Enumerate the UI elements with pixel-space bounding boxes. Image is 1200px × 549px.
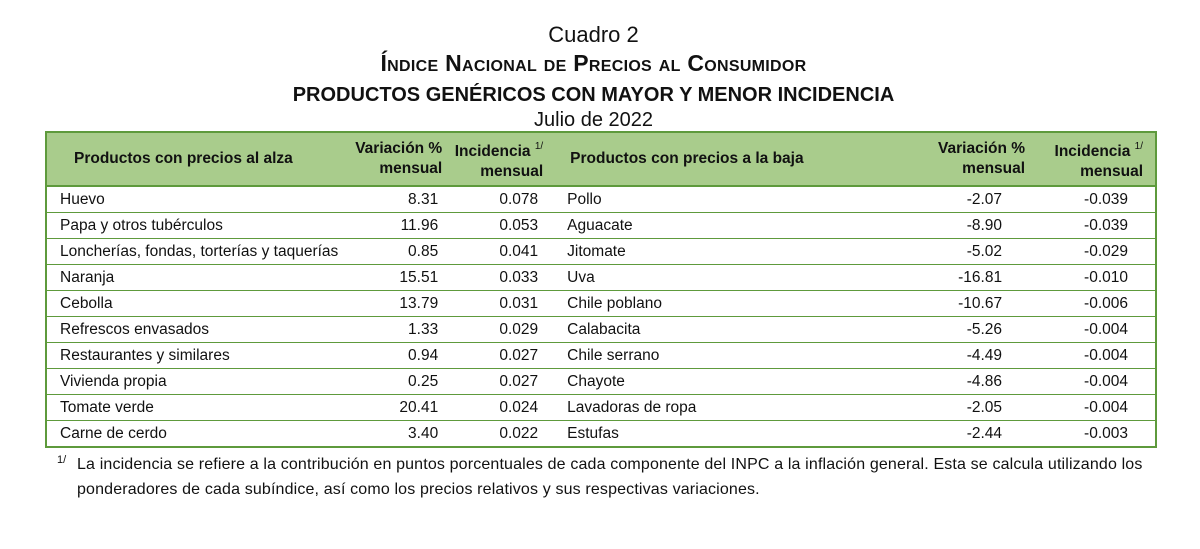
cell-up-product: Carne de cerdo — [60, 425, 167, 442]
cell-down-product: Chile serrano — [557, 343, 906, 369]
cell-up-incidence: 0.033 — [450, 265, 557, 291]
col-header-down-products: Productos con precios a la baja — [557, 132, 906, 186]
table-row — [46, 239, 1156, 265]
cell-down-product: Estufas — [567, 425, 619, 442]
table-row — [46, 213, 1156, 239]
cell-up-product: Restaurantes y similares — [46, 343, 350, 369]
report-date: Julio de 2022 — [534, 109, 653, 131]
cell-up-variation: 8.31 — [350, 186, 450, 213]
col-header-up-incidence-line2: mensual — [480, 162, 544, 180]
cell-up-variation: 13.79 — [350, 291, 450, 317]
cell-up-incidence: 0.078 — [450, 186, 557, 213]
cell-up-incidence: 0.031 — [450, 291, 557, 317]
cell-up-incidence: 0.053 — [450, 213, 557, 239]
cell-up-incidence: 0.022 — [499, 425, 539, 442]
cell-down-variation: -4.49 — [906, 343, 1037, 369]
table-row — [46, 317, 1156, 343]
col-header-up-variation — [350, 132, 450, 186]
cell-up-product: Huevo — [46, 186, 350, 213]
cell-up-incidence: 0.041 — [450, 239, 557, 265]
col-header-down-incidence — [1037, 132, 1156, 186]
cell-down-incidence: -0.004 — [1037, 395, 1156, 421]
col-header-up-variation-line2: mensual — [379, 160, 443, 177]
col-header-down-incidence-line2: mensual — [1080, 162, 1143, 180]
table-header-row — [46, 132, 1156, 186]
table-row — [46, 291, 1156, 317]
col-header-up-incidence — [450, 132, 557, 186]
cell-down-product: Chile poblano — [557, 291, 906, 317]
cell-up-incidence: 0.027 — [450, 369, 557, 395]
cell-down-variation: -8.90 — [906, 213, 1037, 239]
cell-up-product: Refrescos envasados — [46, 317, 350, 343]
footnote-text: La incidencia se refiere a la contribución en puntos porcentuales de cada componente del INPC a la inflación general. Esta se calcula utilizando los ponderadores de cada subíndice, así como los precios relativos y sus respectivas variaciones. — [77, 456, 1143, 498]
cell-up-incidence: 0.024 — [450, 395, 557, 421]
cell-down-incidence: -0.010 — [1037, 265, 1156, 291]
cell-up-variation: 0.25 — [350, 369, 450, 395]
cell-down-variation: -10.67 — [906, 291, 1037, 317]
footnote-mark: 1/ — [1134, 140, 1143, 152]
cell-up-product: Tomate verde — [46, 395, 350, 421]
cell-down-variation: -5.02 — [906, 239, 1037, 265]
cell-up-variation: 11.96 — [350, 213, 450, 239]
table-row — [46, 395, 1156, 421]
footnote-mark: 1/ — [534, 140, 544, 152]
cell-down-incidence: -0.004 — [1037, 369, 1156, 395]
cell-down-incidence: -0.004 — [1037, 343, 1156, 369]
cell-up-product: Cebolla — [46, 291, 350, 317]
cell-down-product: Aguacate — [557, 213, 906, 239]
cell-up-variation: 0.85 — [350, 239, 450, 265]
col-header-up-variation-line1: Variación % — [355, 140, 443, 157]
cell-up-incidence: 0.029 — [450, 317, 557, 343]
cell-down-incidence: -0.029 — [1037, 239, 1156, 265]
cell-down-variation: -2.07 — [906, 186, 1037, 213]
table-row — [46, 369, 1156, 395]
cell-up-product: Vivienda propia — [46, 369, 350, 395]
cell-up-product: Papa y otros tubérculos — [46, 213, 350, 239]
col-header-down-variation — [906, 132, 1037, 186]
cell-down-product: Uva — [557, 265, 906, 291]
cell-down-variation: -2.05 — [906, 395, 1037, 421]
footnote — [57, 452, 1147, 502]
cell-up-variation: 1.33 — [350, 317, 450, 343]
incidence-table — [45, 131, 1157, 448]
col-header-down-variation-line1: Variación % — [938, 140, 1026, 157]
cell-down-product: Calabacita — [557, 317, 906, 343]
page-title: Índice Nacional de Precios al Consumidor — [380, 50, 807, 76]
cell-down-incidence: -0.039 — [1037, 213, 1156, 239]
cell-up-product: Naranja — [46, 265, 350, 291]
cell-down-incidence: -0.039 — [1037, 186, 1156, 213]
cell-up-variation: 0.94 — [350, 343, 450, 369]
table-row — [46, 421, 1156, 448]
table-number: Cuadro 2 — [548, 22, 639, 47]
col-header-up-products: Productos con precios al alza — [46, 132, 350, 186]
cell-up-variation: 3.40 — [408, 425, 439, 442]
cell-down-product: Chayote — [557, 369, 906, 395]
cell-down-variation: -5.26 — [906, 317, 1037, 343]
cell-down-variation: -4.86 — [906, 369, 1037, 395]
cell-down-product: Lavadoras de ropa — [557, 395, 906, 421]
footnote-mark: 1/ — [57, 454, 67, 466]
table-row — [46, 186, 1156, 213]
cell-down-variation: -16.81 — [906, 265, 1037, 291]
cell-down-incidence: -0.004 — [1037, 317, 1156, 343]
table-row — [46, 343, 1156, 369]
cell-down-incidence: -0.006 — [1037, 291, 1156, 317]
cell-up-product: Loncherías, fondas, torterías y taquerías — [46, 239, 350, 265]
cell-down-product: Pollo — [557, 186, 906, 213]
cell-up-incidence: 0.027 — [450, 343, 557, 369]
cell-up-variation: 20.41 — [350, 395, 450, 421]
page-subtitle: PRODUCTOS GENÉRICOS CON MAYOR Y MENOR INCIDENCIA — [292, 84, 895, 106]
cell-down-variation: -2.44 — [966, 425, 1003, 442]
col-header-up-incidence-line1: Incidencia — [454, 142, 531, 160]
table-row — [46, 265, 1156, 291]
cell-down-incidence: -0.003 — [1084, 425, 1128, 442]
cell-down-product: Jitomate — [557, 239, 906, 265]
col-header-down-variation-line2: mensual — [962, 160, 1026, 177]
cell-up-variation: 15.51 — [350, 265, 450, 291]
col-header-down-incidence-line1: Incidencia — [1054, 142, 1131, 160]
